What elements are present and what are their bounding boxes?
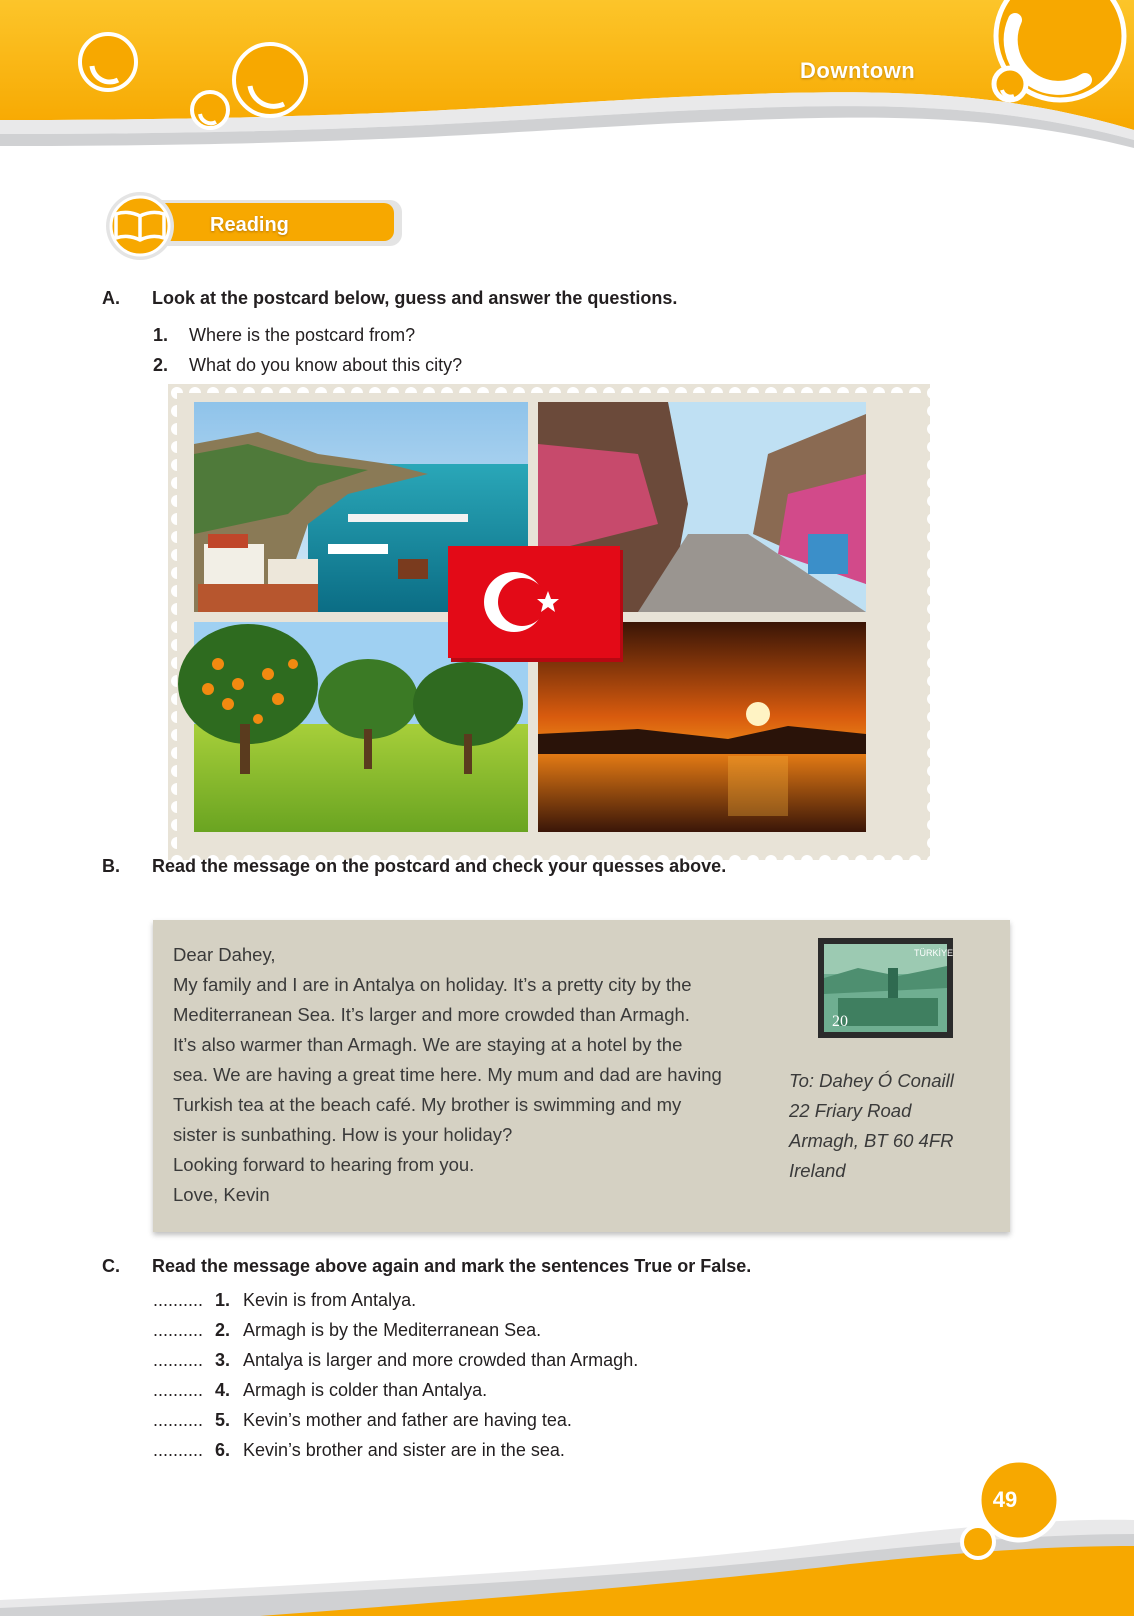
item-number: 3. — [215, 1350, 231, 1370]
section-b-letter: B. — [102, 856, 120, 876]
question-number: 2. — [153, 355, 169, 375]
answer-blank[interactable]: .......... — [153, 1410, 204, 1430]
message-line: sister is sunbathing. How is your holiday? — [173, 1124, 513, 1145]
section-c-instruction: Read the message above again and mark the sentences True or False. — [152, 1256, 752, 1276]
question-1 — [153, 325, 415, 346]
message-line: sea. We are having a great time here. My mum and dad are having — [173, 1064, 722, 1085]
message-line: My family and I are in Antalya on holiday. It’s a pretty city by the — [173, 974, 692, 995]
bubble-decoration-footer — [962, 1526, 994, 1558]
item-number: 4. — [215, 1380, 231, 1400]
answer-blank[interactable]: .......... — [153, 1380, 204, 1400]
message-line: Turkish tea at the beach café. My brother is swimming and my — [173, 1094, 682, 1115]
answer-blank[interactable]: .......... — [153, 1440, 204, 1460]
message-line: Love, Kevin — [173, 1184, 270, 1205]
page-number: 49 — [992, 1487, 1018, 1512]
bubble-decoration-right — [994, 0, 1124, 100]
item-text: Antalya is larger and more crowded than Armagh. — [243, 1350, 639, 1370]
message-line: It’s also warmer than Armagh. We are staying at a hotel by the — [173, 1034, 683, 1055]
header-banner — [0, 0, 1134, 170]
true-false-item — [153, 1290, 416, 1311]
address-line: Ireland — [789, 1160, 846, 1181]
answer-blank[interactable]: .......... — [153, 1290, 204, 1310]
postcard-collage — [168, 384, 930, 860]
section-b-instruction: Read the message on the postcard and check your quesses above. — [152, 856, 727, 876]
item-number: 6. — [215, 1440, 231, 1460]
item-number: 5. — [215, 1410, 231, 1430]
answer-blank[interactable]: .......... — [153, 1350, 204, 1370]
question-text: What do you know about this city? — [189, 355, 463, 375]
item-text: Kevin is from Antalya. — [243, 1290, 417, 1310]
message-line: Mediterranean Sea. It’s larger and more crowded than Armagh. — [173, 1004, 690, 1025]
stamp-value: 20 — [832, 1013, 848, 1030]
item-text: Armagh is by the Mediterranean Sea. — [243, 1320, 542, 1340]
section-a-instruction: Look at the postcard below, guess and answer the questions. — [152, 288, 678, 308]
postage-stamp — [818, 938, 953, 1038]
question-2 — [153, 355, 462, 376]
section-c-letter: C. — [102, 1256, 120, 1276]
reading-label: Reading — [210, 214, 289, 236]
question-number: 1. — [153, 325, 169, 345]
address-line: 22 Friary Road — [789, 1100, 912, 1121]
stamp-country: TÜRKİYE — [914, 948, 953, 958]
footer-banner — [0, 1460, 1134, 1616]
postcard-message — [153, 920, 1010, 1232]
true-false-item — [153, 1440, 565, 1461]
true-false-item — [153, 1380, 487, 1401]
message-line: Dear Dahey, — [173, 944, 276, 965]
item-text: Armagh is colder than Antalya. — [243, 1380, 488, 1400]
message-line: Looking forward to hearing from you. — [173, 1154, 475, 1175]
address-line: To: Dahey Ó Conaill — [789, 1070, 954, 1091]
true-false-item — [153, 1320, 541, 1341]
chapter-title: Downtown — [800, 58, 916, 83]
address-line: Armagh, BT 60 4FR — [789, 1130, 954, 1151]
item-number: 2. — [215, 1320, 231, 1340]
true-false-item — [153, 1410, 572, 1431]
item-text: Kevin’s mother and father are having tea. — [243, 1410, 572, 1430]
section-a-letter: A. — [102, 288, 120, 308]
item-text: Kevin’s brother and sister are in the sea. — [243, 1440, 565, 1460]
answer-blank[interactable]: .......... — [153, 1320, 204, 1340]
true-false-item — [153, 1350, 638, 1371]
question-text: Where is the postcard from? — [189, 325, 416, 345]
item-number: 1. — [215, 1290, 231, 1310]
turkish-flag — [448, 546, 623, 662]
